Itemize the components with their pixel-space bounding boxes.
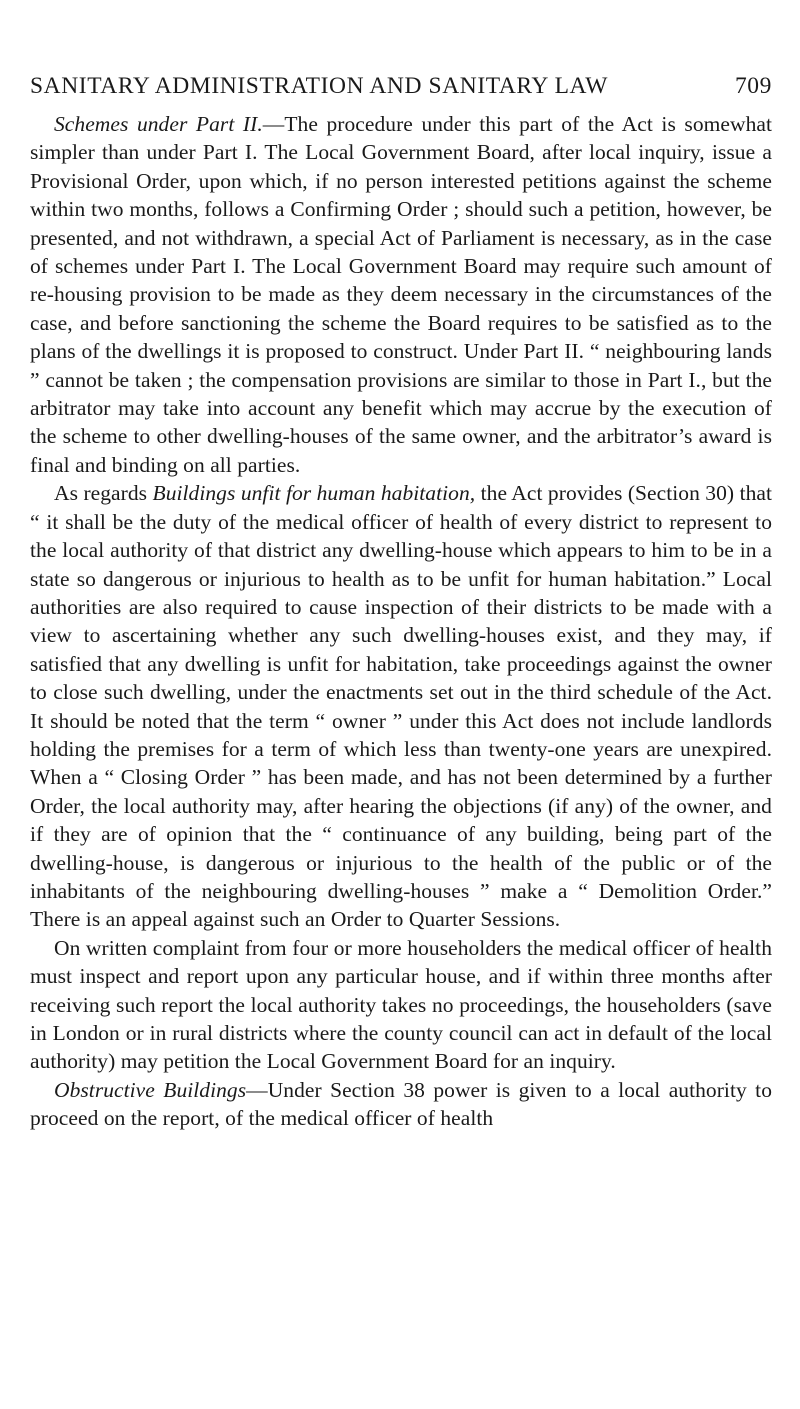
paragraph-lead: Buildings unfit for human habitation,	[152, 481, 476, 506]
running-head-title: SANITARY ADMINISTRATION AND SANITARY LAW	[30, 73, 609, 99]
paragraph-lead: Obstructive Buildings	[54, 1077, 247, 1102]
paragraph-written-complaint	[30, 934, 772, 1076]
paragraph-schemes-part-two	[30, 110, 772, 479]
paragraph-body: —Under Section 38 power is given to a local authority to proceed on the report, of the medical officer of health	[30, 1077, 772, 1131]
body-text	[30, 110, 772, 1133]
paragraph-body: On written complaint from four or more householders the medical officer of health must inspect and report upon any particular house, and if within three months after receiving such report the local authority takes no proceedings, the householders (save in London or in rural districts where the county council can act in default of the local authority) may petition the Local Government Board for an inquiry.	[30, 935, 772, 1074]
paragraph-unfit-buildings	[30, 479, 772, 934]
paragraph-body: the Act provides (Section 30) that “ it shall be the duty of the medical officer of health of every district to represent to the local authority of that district any dwelling-house which appears to him to be in a state so dangerous or injurious to health as to be unfit for human habitation.” Local authorities are also required to cause inspection of their districts to be made with a view to ascertaining whether any such dwelling-houses exist, and they may, if satisfied that any dwelling is unfit for habitation, take proceedings against the owner to close such dwelling, under the enactments set out in the third schedule of the Act. It should be noted that the term “ owner ” under this Act does not include landlords holding the premises for a term of which less than twenty-one years are unexpired. When a “ Closing Order ” has been made, and has not been determined by a further Order, the local authority may, after hearing the objections (if any) of the owner, and if they are of opinion that the “ continuance of any building, being part of the dwelling-house, is dangerous or injurious to the health of the public or of the inhabitants of the neighbouring dwelling-houses ” make a “ Demolition Order.” There is an appeal against such an Order to Quarter Sessions.	[30, 481, 773, 932]
page-number: 709	[734, 73, 772, 99]
book-page	[30, 72, 772, 1133]
paragraph-body: —The procedure under this part of the Act is somewhat simpler than under Part I. The Local Government Board, after local inquiry, issue a Provisional Order, upon which, if no person interested petitions against the scheme within two months, follows a Confirming Order ; should such a petition, however, be presented, and not withdrawn, a special Act of Parliament is necessary, as in the case of schemes under Part I. The Local Government Board may require such amount of re-housing provision to be made as they deem necessary in the circumstances of the case, and before sanctioning the scheme the Board requires to be satisfied as to the plans of the dwellings it is proposed to construct. Under Part II. “ neighbouring lands ” cannot be taken ; the compensation provisions are similar to those in Part I., but the arbitrator may take into account any benefit which may accrue by the execution of the scheme to other dwelling-houses of the same owner, and the arbitrator’s award is final and binding on all parties.	[30, 112, 773, 477]
paragraph-lead: Schemes under Part II.	[54, 112, 263, 136]
paragraph-obstructive-buildings	[30, 1076, 772, 1133]
paragraph-prefix: As regards	[54, 481, 153, 506]
running-head	[30, 72, 772, 100]
